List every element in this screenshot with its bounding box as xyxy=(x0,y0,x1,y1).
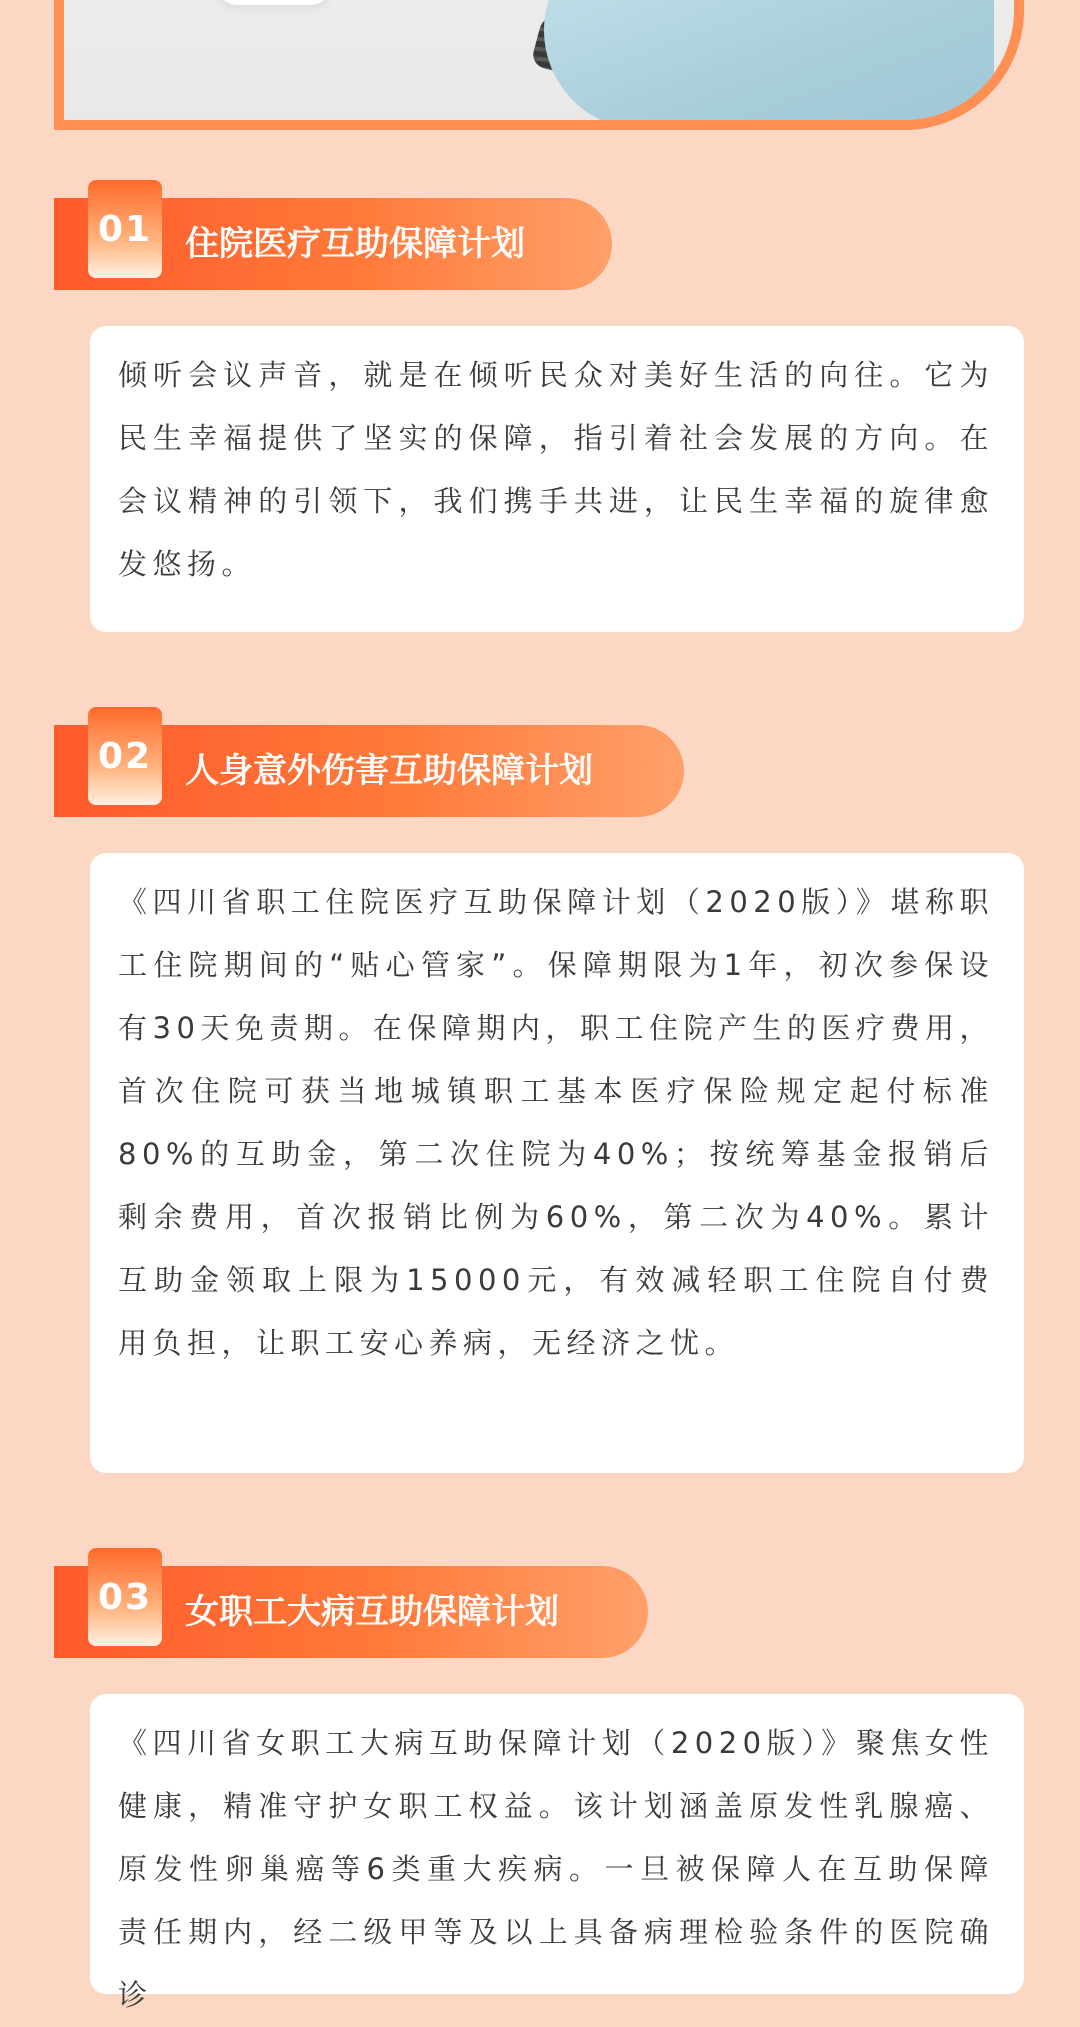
section-card-03 xyxy=(90,1694,1024,2012)
sleeve-illustration xyxy=(544,0,994,130)
section-title: 住院医疗互助保障计划 xyxy=(185,224,525,264)
section-body-text: 倾听会议声音，就是在倾听民众对美好生活的向往。它为民生幸福提供了坚实的保障，指引着社会发展的方向。在会议精神的引领下，我们携手共进，让民生幸福的旋律愈发悠扬。 xyxy=(118,358,994,581)
section-body-text: 《四川省职工住院医疗互助保障计划（2020版）》堪称职工住院期间的“贴心管家”。保障期限为1年，初次参保设有30天免责期。在保障期内，职工住院产生的医疗费用，首次住院可获当地城镇职工基本医疗保险规定起付标准80%的互助金，第二次住院为40%；按统筹基金报销后剩余费用，首次报销比例为60%，第二次为40%。累计互助金领取上限为15000元，有效减轻职工住院自付费用负担，让职工安心养病，无经济之忧。 xyxy=(118,885,994,1360)
section-number-badge: 01 xyxy=(88,180,162,278)
hero-image xyxy=(54,0,1024,130)
cup-illustration xyxy=(214,0,334,5)
section-title: 人身意外伤害互助保障计划 xyxy=(185,751,593,791)
section-number-badge: 03 xyxy=(88,1548,162,1646)
section-card-02 xyxy=(90,853,1024,1473)
section-number-badge: 02 xyxy=(88,707,162,805)
section-body-text: 《四川省女职工大病互助保障计划（2020版）》聚焦女性健康，精准守护女职工权益。该计划涵盖原发性乳腺癌、原发性卵巢癌等6类重大疾病。一旦被保障人在互助保障责任期内，经二级甲等及以上具备病理检验条件的医院确诊 xyxy=(118,1726,994,2012)
section-title: 女职工大病互助保障计划 xyxy=(185,1592,559,1632)
section-card-01 xyxy=(90,326,1024,632)
